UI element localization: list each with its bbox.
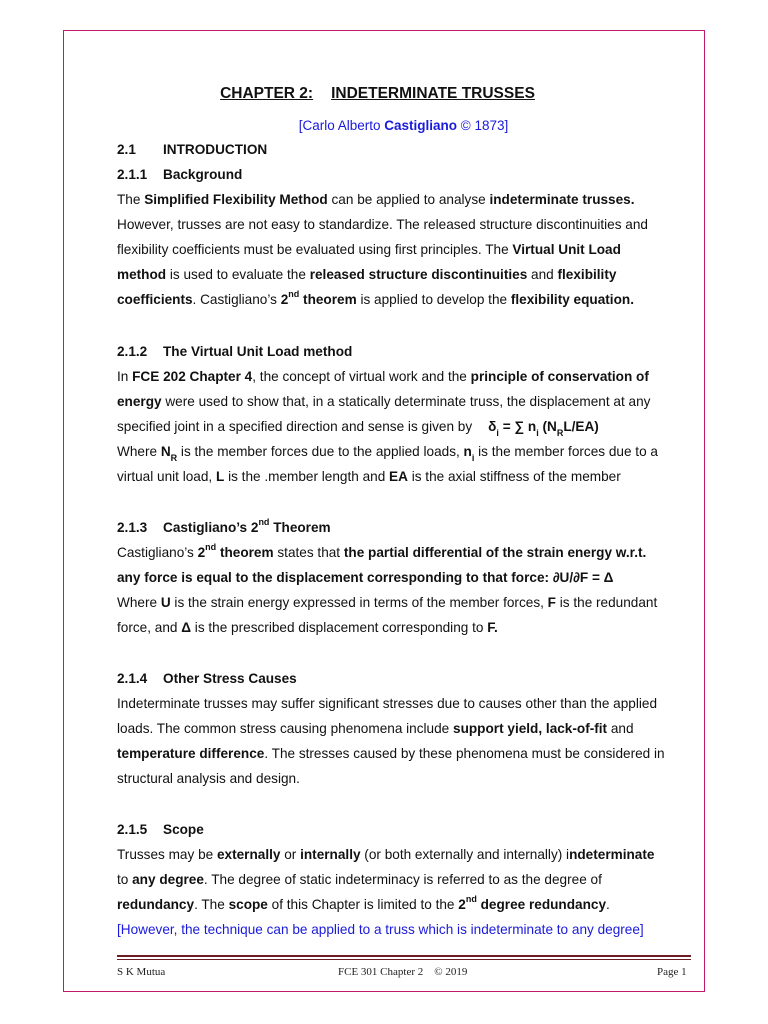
footer-page-number: Page 1 xyxy=(657,966,687,978)
paragraph-line: to any degree. The degree of static indeterminacy is referred to as the degree of xyxy=(117,872,602,887)
paragraph-line: The Simplified Flexibility Method can be applied to analyse indeterminate trusses. xyxy=(117,192,635,207)
paragraph-line: However, trusses are not easy to standardize. The released structure discontinuities and xyxy=(117,217,648,232)
heading-2-1-2: 2.1.2 The Virtual Unit Load method xyxy=(117,344,353,359)
paragraph-line: temperature difference. The stresses caused by these phenomena must be considered in xyxy=(117,746,665,761)
paragraph-line: Trusses may be externally or internally (or both externally and internally) indeterminate xyxy=(117,847,655,862)
scope-note: [However, the technique can be applied to a truss which is indeterminate to any degree] xyxy=(117,922,644,937)
paragraph-line: force, and Δ is the prescribed displacement corresponding to F. xyxy=(117,620,498,635)
paragraph-line: energy were used to show that, in a statically determinate truss, the displacement at any xyxy=(117,394,651,409)
paragraph-line: flexibility coefficients must be evaluated using first principles. The Virtual Unit Load xyxy=(117,242,621,257)
heading-2-1-1: 2.1.1 Background xyxy=(117,167,243,182)
footer-rule xyxy=(117,955,691,957)
heading-2-1-4: 2.1.4 Other Stress Causes xyxy=(117,671,297,686)
paragraph-line: Where U is the strain energy expressed in terms of the member forces, F is the redundant xyxy=(117,595,658,610)
chapter-title: CHAPTER 2: INDETERMINATE TRUSSES xyxy=(220,85,535,102)
heading-2-1-3: 2.1.3 Castigliano’s 2nd Theorem xyxy=(117,517,331,535)
paragraph-line: structural analysis and design. xyxy=(117,771,300,786)
chapter-subtitle: [Carlo Alberto Castigliano © 1873] xyxy=(298,118,509,133)
heading-2-1: 2.1 INTRODUCTION xyxy=(117,142,268,157)
paragraph-line: coefficients. Castigliano’s 2nd theorem is applied to develop the flexibility equation. xyxy=(117,289,634,307)
paragraph-line: redundancy. The scope of this Chapter is limited to the 2nd degree redundancy. xyxy=(117,894,610,912)
paragraph-line: virtual unit load, L is the .member length and EA is the axial stiffness of the member xyxy=(117,469,621,484)
paragraph-line: loads. The common stress causing phenomena include support yield, lack-of-fit and xyxy=(117,721,634,736)
footer-rule-thin xyxy=(117,959,691,960)
paragraph-line: specified joint in a specified direction and sense is given by $\delta_i$ = ∑ $n_i$ $(N_RL/EA)$ xyxy=(117,419,599,438)
heading-2-1-5: 2.1.5 Scope xyxy=(117,822,204,837)
paragraph-line: method is used to evaluate the released structure discontinuities and flexibility xyxy=(117,267,617,282)
paragraph-line: Castigliano’s 2nd theorem states that the partial differential of the strain energy w.r.t. xyxy=(117,542,647,560)
displacement-formula: $\delta_i$ = ∑ $n_i$ $(N_RL/EA)$ xyxy=(488,419,599,438)
paragraph-line: In FCE 202 Chapter 4, the concept of virtual work and the principle of conservation of xyxy=(117,369,649,384)
paragraph-line: Indeterminate trusses may suffer significant stresses due to causes other than the applied xyxy=(117,696,658,711)
footer-course: FCE 301 Chapter 2 © 2019 xyxy=(338,966,468,978)
footer-author: S K Mutua xyxy=(117,966,166,978)
paragraph-line: Where $N_R$ is the member forces due to the applied loads, $n_i$ is the member forces due to a xyxy=(117,444,658,463)
paragraph-line: any force is equal to the displacement corresponding to that force: ∂U/∂F = Δ xyxy=(117,570,614,585)
